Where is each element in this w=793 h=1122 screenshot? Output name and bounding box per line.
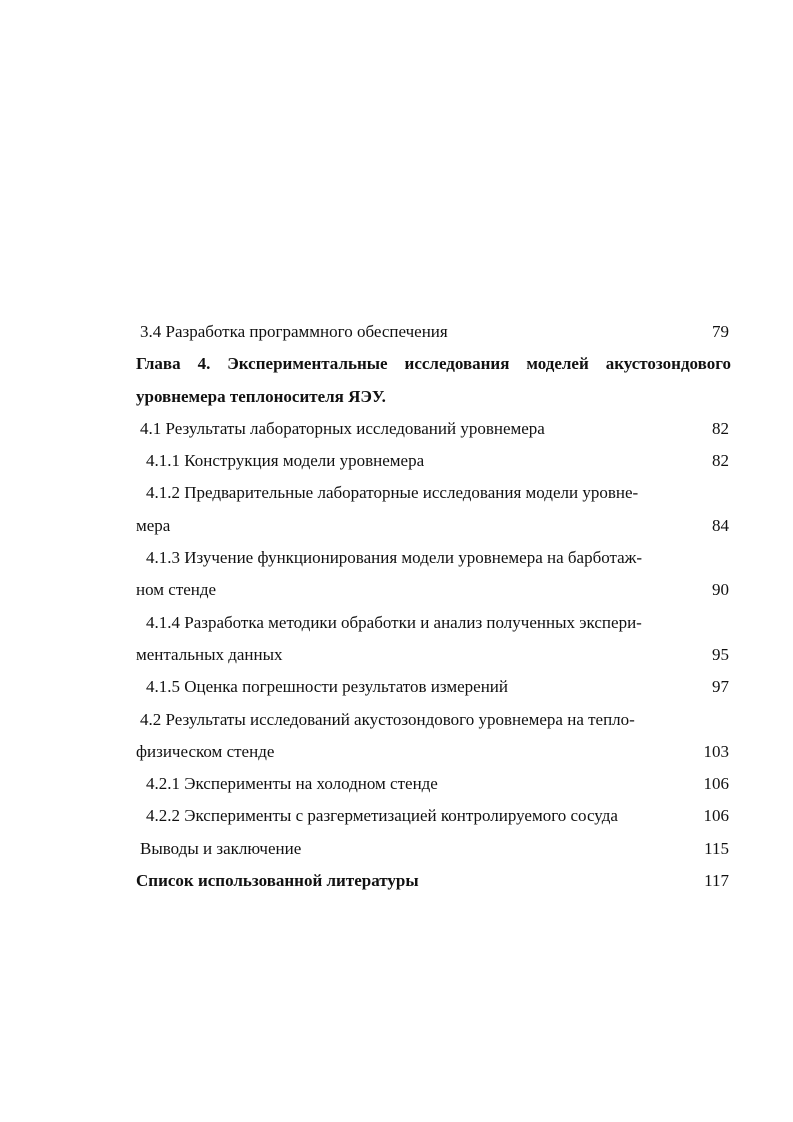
toc-entry-4-1 <box>136 413 731 445</box>
toc-entry-references <box>136 865 731 897</box>
toc-entry-label-cont: мера <box>136 515 171 535</box>
toc-entry-page: 106 <box>703 806 729 826</box>
toc-entry-page: 84 <box>712 515 729 535</box>
toc-entry-4-1-3-line-2 <box>136 574 731 606</box>
toc-entry-label: 4.2 Результаты исследований акустозондового уровнемера на тепло- <box>140 709 635 729</box>
toc-entry-4-1-4-line-2 <box>136 639 731 671</box>
toc-entry-label: 4.1.4 Разработка методики обработки и анализ полученных экспери- <box>146 612 642 632</box>
toc-entry-label: 4.1.5 Оценка погрешности результатов измерений <box>146 677 509 697</box>
toc-entry-4-1-4-line-1 <box>136 607 731 639</box>
toc-entry-4-1-2-line-1 <box>136 477 731 509</box>
toc-entry-page: 82 <box>712 451 729 471</box>
toc-chapter-4-line-1 <box>136 348 731 380</box>
toc-entry-page: 106 <box>703 774 729 794</box>
toc-entry-page: 82 <box>712 418 729 438</box>
toc-entry-page: 79 <box>712 322 729 341</box>
toc-entry-4-2-line-2 <box>136 736 731 768</box>
toc-entry-4-1-2-line-2 <box>136 510 731 542</box>
table-of-contents <box>136 316 731 897</box>
toc-chapter-4-line-2 <box>136 381 731 413</box>
toc-entry-4-1-1 <box>136 445 731 477</box>
toc-entry-page: 115 <box>704 838 729 858</box>
toc-entry-label: Список использованной литературы <box>136 871 419 891</box>
toc-entry-label: 4.1.1 Конструкция модели уровнемера <box>146 451 425 471</box>
toc-entry-4-2-line-1 <box>136 704 731 736</box>
toc-entry-4-2-1 <box>136 768 731 800</box>
toc-entry-page: 117 <box>704 871 729 891</box>
toc-chapter-heading-cont: уровнемера теплоносителя ЯЭУ. <box>136 386 386 406</box>
toc-entry-page: 97 <box>712 677 729 697</box>
toc-entry-label-cont: ментальных данных <box>136 644 283 664</box>
toc-entry-label: 4.1 Результаты лабораторных исследований уровнемера <box>140 418 545 438</box>
toc-entry-4-1-3-line-1 <box>136 542 731 574</box>
toc-entry-4-1-5 <box>136 671 731 703</box>
toc-entry-label-cont: ном стенде <box>136 580 217 600</box>
toc-entry-3-4 <box>136 316 731 348</box>
toc-entry-page: 95 <box>712 644 729 664</box>
toc-entry-page: 90 <box>712 580 729 600</box>
toc-chapter-heading: Глава 4. Экспериментальные исследования моделей акустозондового <box>136 354 731 374</box>
toc-entry-label: 4.1.2 Предварительные лабораторные исследования модели уровне- <box>146 483 639 503</box>
toc-entry-label: 3.4 Разработка программного обеспечения <box>140 322 448 341</box>
toc-entry-page: 103 <box>703 741 729 761</box>
toc-entry-conclusions <box>136 833 731 865</box>
toc-entry-label: Выводы и заключение <box>140 838 302 858</box>
toc-entry-label: 4.1.3 Изучение функционирования модели уровнемера на барботаж- <box>146 548 643 568</box>
toc-entry-label: 4.2.2 Эксперименты с разгерметизацией контролируемого сосуда <box>146 806 618 826</box>
toc-entry-4-2-2 <box>136 800 731 832</box>
toc-entry-label-cont: физическом стенде <box>136 741 275 761</box>
toc-entry-label: 4.2.1 Эксперименты на холодном стенде <box>146 774 438 794</box>
